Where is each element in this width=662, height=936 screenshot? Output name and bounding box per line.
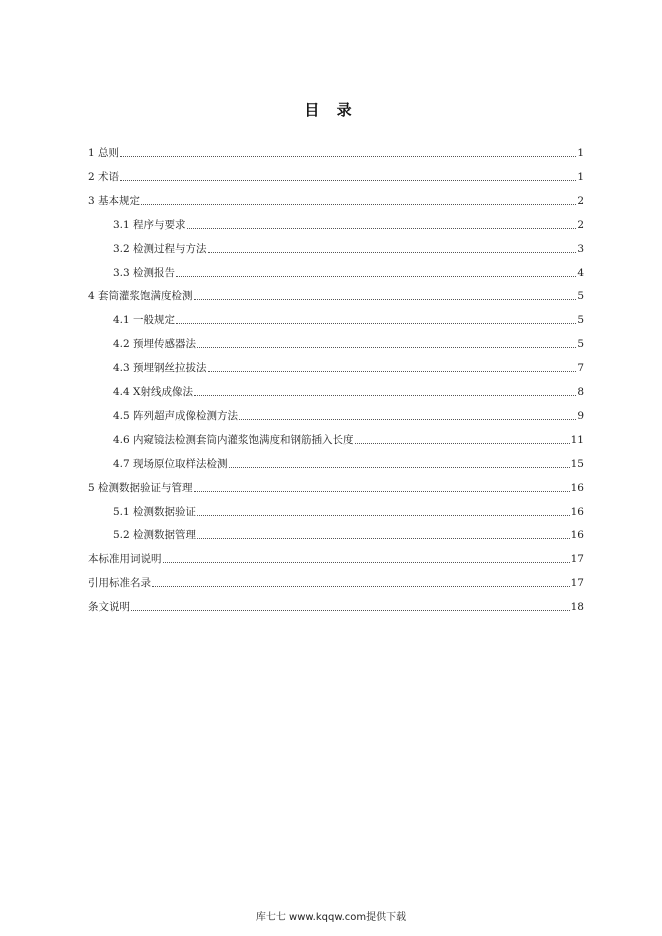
toc-dot-leader — [197, 538, 570, 539]
toc-page-number: 11 — [570, 433, 584, 446]
toc-dot-leader — [229, 467, 570, 468]
toc-dot-leader — [239, 419, 576, 420]
toc-entry-label: 3.1 程序与要求 — [113, 218, 186, 231]
toc-dot-leader — [194, 299, 577, 300]
toc-entry-label: 5.1 检测数据验证 — [113, 505, 197, 518]
toc-dot-leader — [120, 180, 576, 181]
toc-page-number: 8 — [577, 386, 584, 398]
toc-page-number: 17 — [570, 553, 584, 566]
toc-entry-label: 4.7 现场原位取样法检测 — [113, 457, 228, 470]
toc-dot-leader — [141, 204, 576, 205]
toc-dot-leader — [187, 228, 577, 229]
toc-page-number: 17 — [570, 577, 584, 590]
toc-entry-label: 5.2 检测数据管理 — [113, 529, 197, 542]
toc-entry[interactable] — [113, 359, 584, 375]
toc-page-number: 3 — [577, 242, 584, 255]
toc-entry[interactable] — [113, 455, 584, 471]
toc-entry[interactable] — [88, 550, 584, 566]
toc-entry[interactable] — [113, 383, 584, 399]
toc-entry-label: 4.4 X射线成像法 — [113, 386, 194, 398]
toc-page-number: 5 — [577, 290, 584, 303]
toc-page-number: 16 — [570, 529, 584, 542]
toc-dot-leader — [152, 586, 570, 587]
toc-entry-label: 2 术语 — [88, 170, 120, 183]
toc-entry-label: 3.3 检测报告 — [113, 266, 176, 279]
toc-entry[interactable] — [113, 311, 584, 327]
toc-dot-leader — [131, 610, 570, 611]
toc-page-number: 5 — [577, 314, 584, 327]
toc-entry[interactable] — [88, 479, 584, 495]
toc-entry-label: 4 套筒灌浆饱满度检测 — [88, 290, 193, 303]
toc-entry[interactable] — [88, 192, 584, 208]
toc-dot-leader — [197, 515, 570, 516]
toc-entry[interactable] — [88, 144, 584, 160]
toc-page-number: 1 — [577, 147, 584, 159]
toc-dot-leader — [194, 491, 570, 492]
toc-page-number: 16 — [570, 505, 584, 518]
toc-entry-label: 4.5 阵列超声成像检测方法 — [113, 409, 239, 422]
toc-dot-leader — [355, 443, 570, 444]
toc-page-number: 2 — [577, 218, 584, 231]
toc-entry-label: 3.2 检测过程与方法 — [113, 242, 207, 255]
toc-dot-leader — [208, 371, 577, 372]
toc-entry-label: 本标准用词说明 — [88, 553, 162, 566]
toc-dot-leader — [208, 252, 577, 253]
toc-dot-leader — [120, 156, 576, 157]
toc-page-number: 5 — [577, 338, 584, 351]
toc-entry[interactable] — [113, 264, 584, 280]
page-title: 目 录 — [304, 101, 358, 119]
toc-entry-label: 条文说明 — [88, 601, 130, 614]
toc-page-number: 15 — [570, 457, 584, 470]
toc-dot-leader — [176, 276, 576, 277]
toc-dot-leader — [176, 323, 576, 324]
toc-page-number: 4 — [577, 266, 584, 279]
toc-entry[interactable] — [113, 240, 584, 256]
toc-entry[interactable] — [113, 407, 584, 423]
toc-entry-label: 引用标准名录 — [88, 577, 151, 590]
toc-dot-leader — [194, 395, 576, 396]
toc-page-number: 18 — [570, 601, 584, 614]
toc-entry[interactable] — [88, 574, 584, 590]
toc-entry-label: 3 基本规定 — [88, 194, 141, 207]
toc-dot-leader — [163, 562, 570, 563]
toc-entry[interactable] — [88, 168, 584, 184]
toc-page-number: 16 — [570, 481, 584, 494]
toc-entry[interactable] — [113, 431, 584, 447]
toc-entry[interactable] — [113, 526, 584, 542]
toc-entry-label: 1 总则 — [88, 147, 120, 159]
toc-entry[interactable] — [88, 287, 584, 303]
toc-page-number: 2 — [577, 194, 584, 207]
toc-page-number: 7 — [577, 362, 584, 375]
toc-dot-leader — [197, 347, 576, 348]
footer-download-notice: 库七七 www.kqqw.com提供下载 — [255, 912, 407, 923]
toc-entry[interactable] — [113, 216, 584, 232]
toc-page-number: 1 — [577, 170, 584, 183]
toc-entry[interactable] — [113, 503, 584, 519]
toc-entry-label: 4.6 内窥镜法检测套筒内灌浆饱满度和钢筋插入长度 — [113, 433, 354, 446]
toc-page-number: 9 — [577, 409, 584, 422]
toc-entry-label: 4.1 一般规定 — [113, 314, 176, 327]
toc-entry[interactable] — [88, 598, 584, 614]
toc-entry-label: 4.2 预埋传感器法 — [113, 338, 197, 351]
toc-entry-label: 5 检测数据验证与管理 — [88, 481, 193, 494]
toc-entry[interactable] — [113, 335, 584, 351]
toc-entry-label: 4.3 预埋钢丝拉拔法 — [113, 362, 207, 375]
